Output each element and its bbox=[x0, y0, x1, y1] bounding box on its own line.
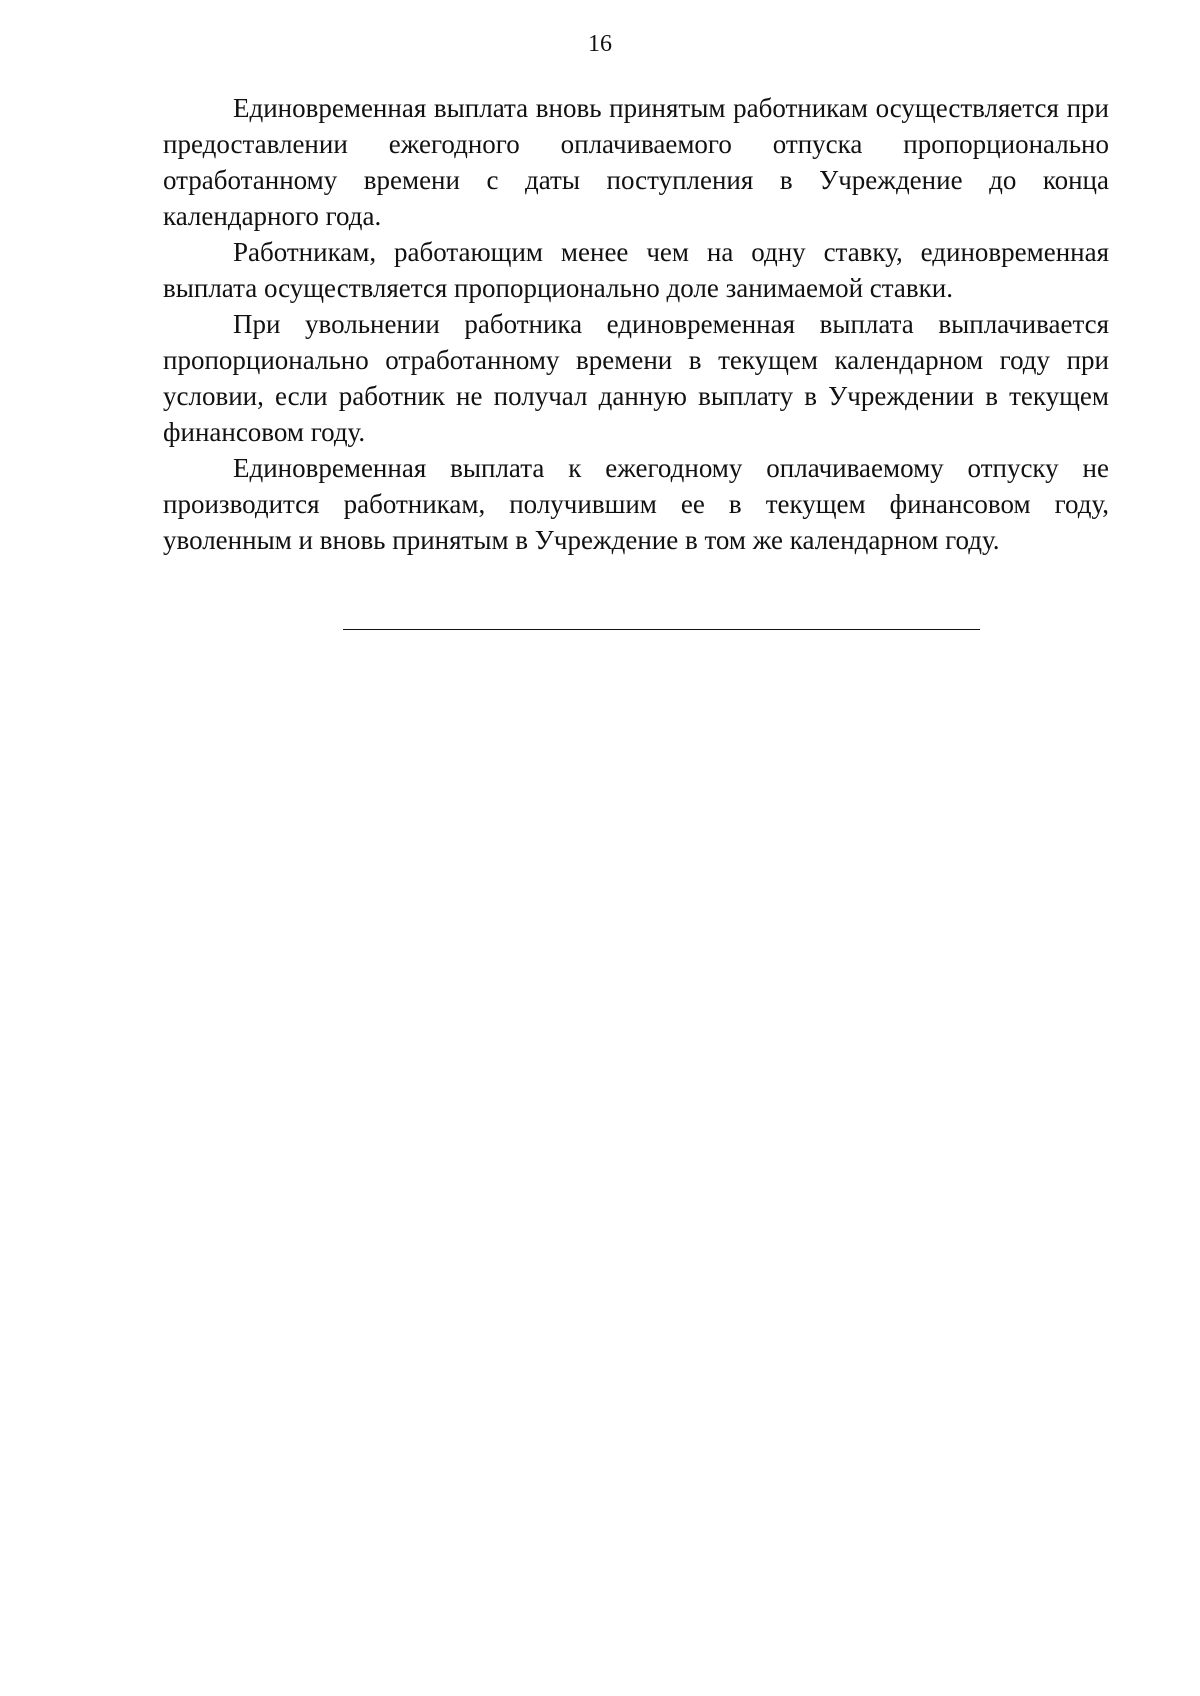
paragraph-new-employees-payment: Единовременная выплата вновь принятым работникам осуществляется при предоставлении ежегодного оплачиваемого отпуска пропорционально отработанному времени с даты поступления в Учреждение до конца календарного года. bbox=[163, 93, 1109, 231]
end-of-document-rule bbox=[343, 629, 980, 630]
page-number: 16 bbox=[588, 31, 612, 57]
paragraph-part-time-employees: Работникам, работающим менее чем на одну ставку, единовременная выплата осуществляется пропорционально доле занимаемой ставки. bbox=[163, 237, 1109, 303]
paragraph-payment-exclusion: Единовременная выплата к ежегодному оплачиваемому отпуску не производится работникам, получившим ее в текущем финансовом году, уволенным и вновь принятым в Учреждение в том же календарном году. bbox=[163, 453, 1109, 555]
paragraph-dismissal-payment: При увольнении работника единовременная выплата выплачивается пропорционально отработанному времени в текущем календарном году при условии, если работник не получал данную выплату в Учреждении в текущем финансовом году. bbox=[163, 309, 1109, 447]
document-body bbox=[163, 90, 1109, 558]
